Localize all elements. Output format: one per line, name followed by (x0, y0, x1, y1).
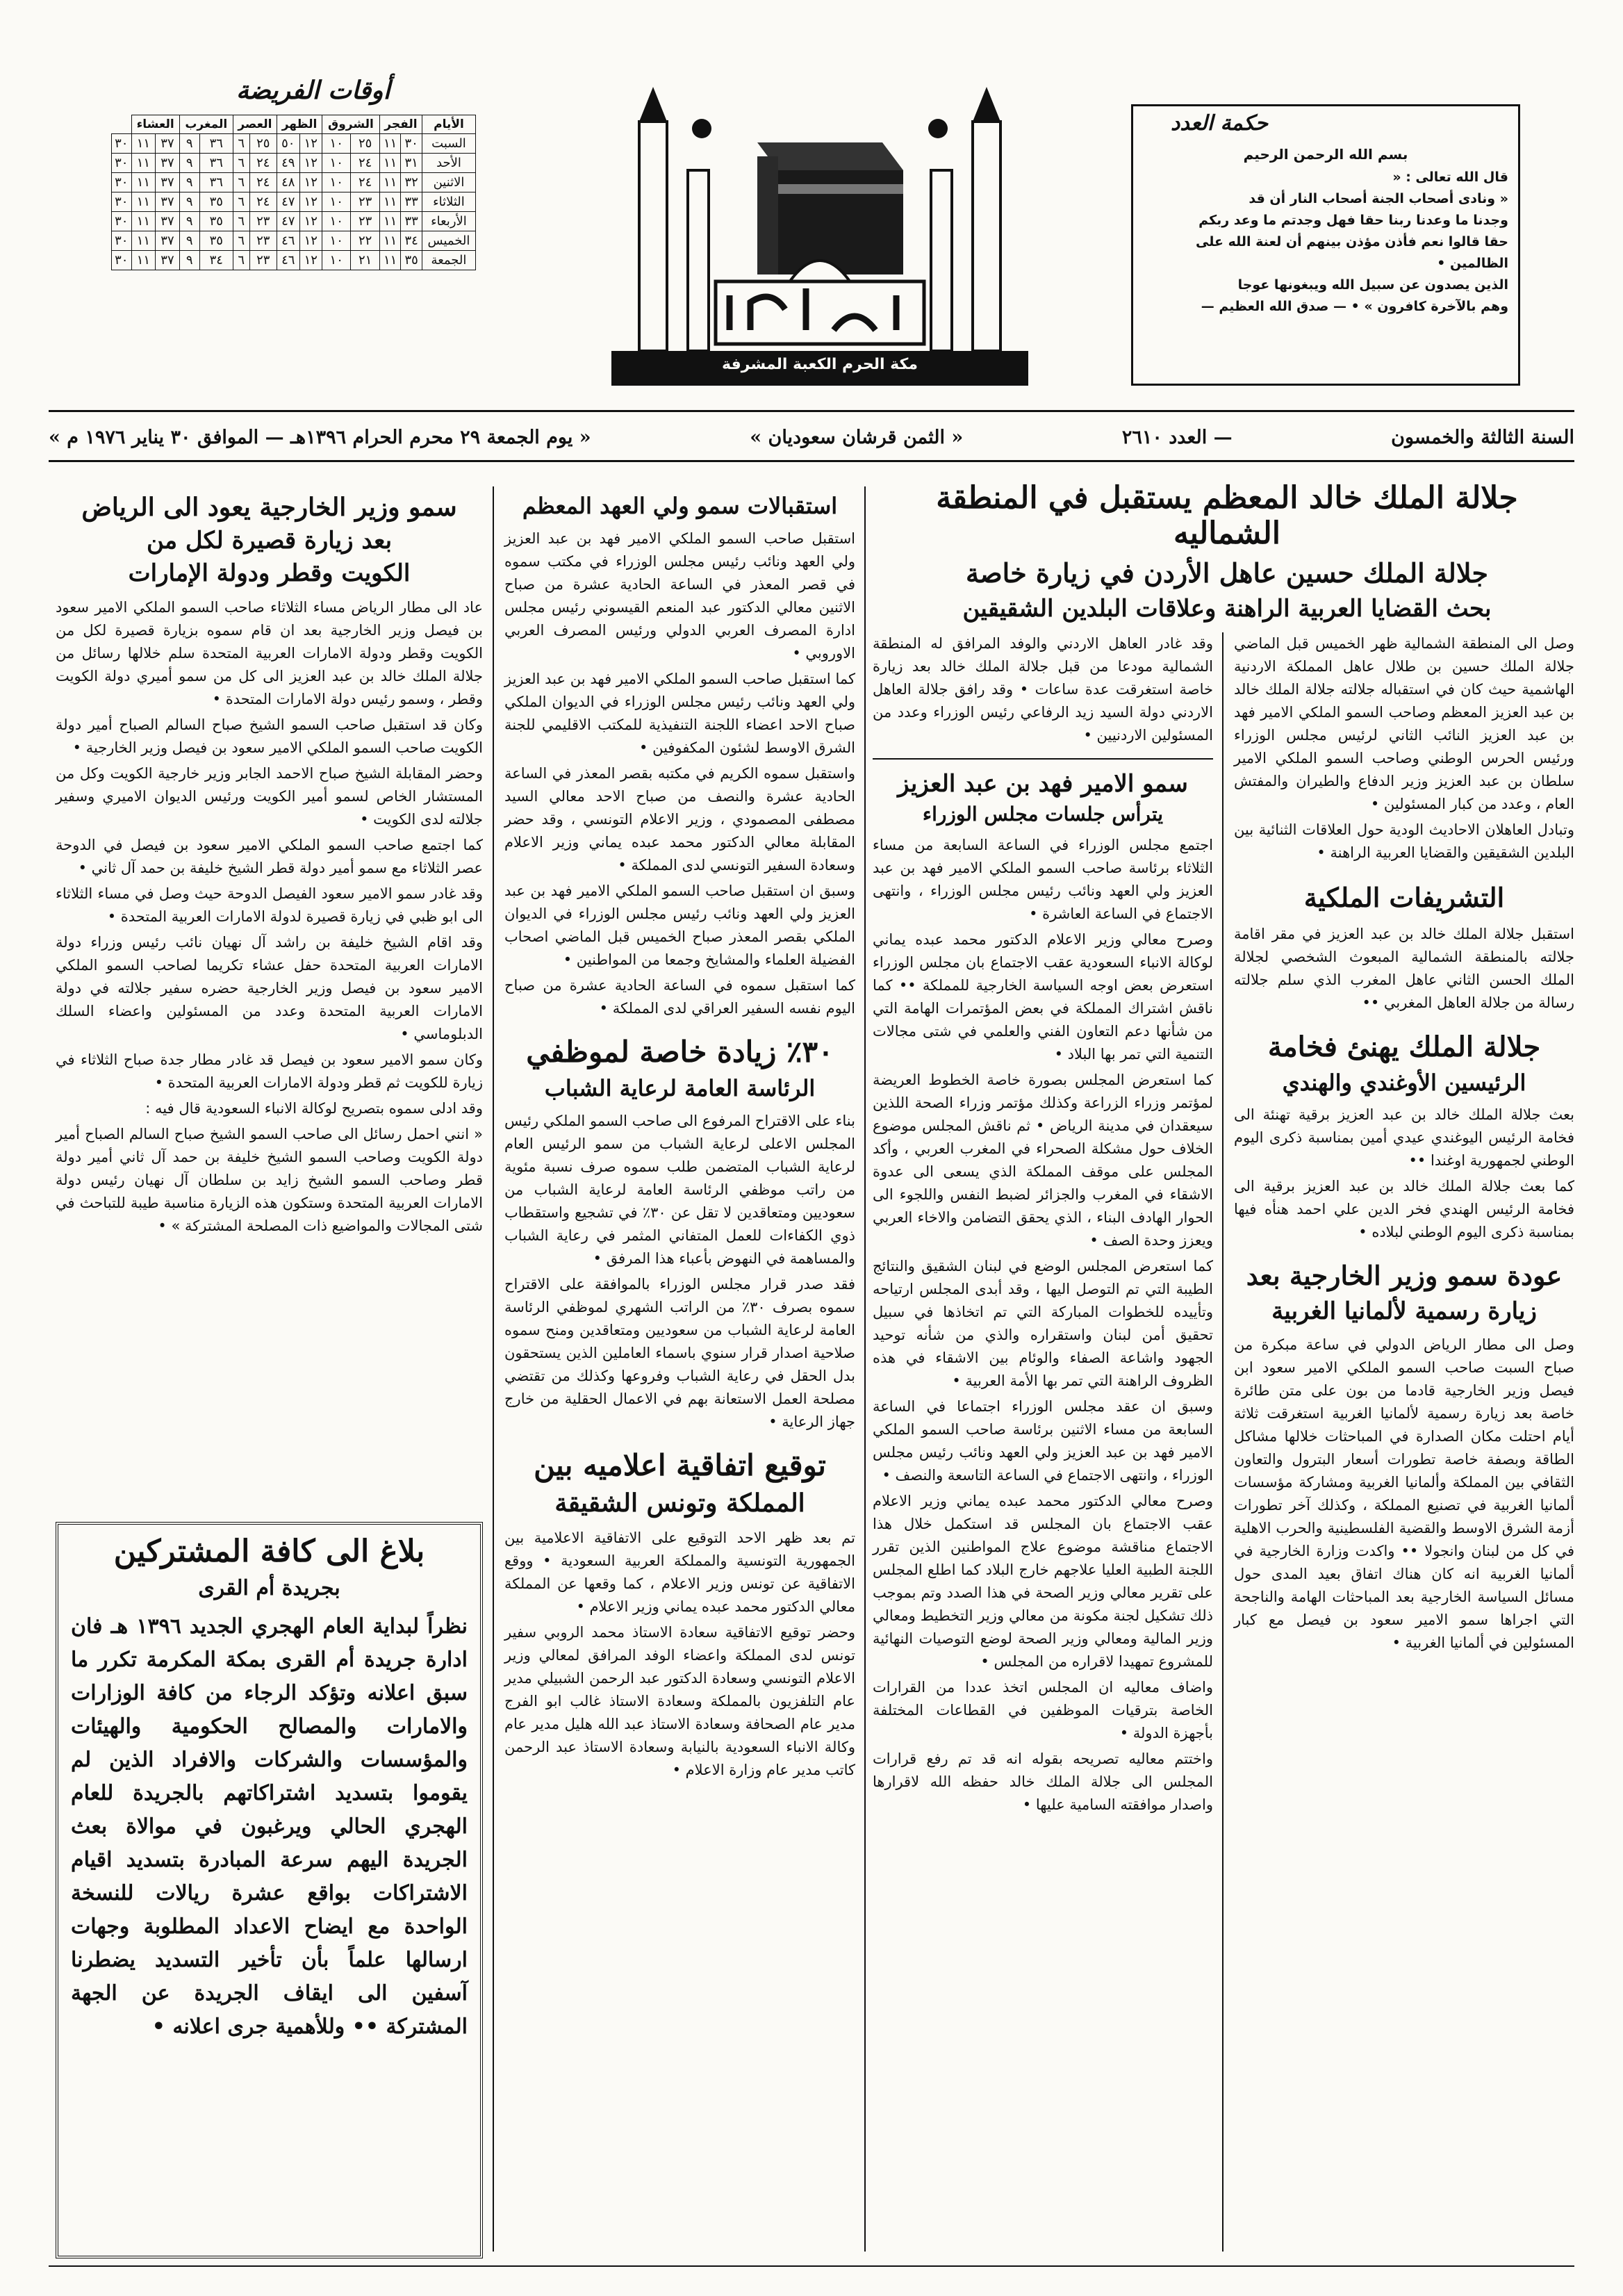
fahd-paragraph: كما استعرض المجلس الوضع في لبنان الشقيق والنتائج الطيبة التي تم التوصل اليها ، وقد أبدى المجلس ارتياحه وتأييده للخطوات المباركة التي تم اتخاذها في سبيل تحقيق أمن لبنان واستقراره والذي من شأنه توحيد الجهود واشاعة الصفاء والوئام بين الاشقاء في هذه الظروف الراهنة التي تمر بها الأمة العربية • (873, 1258, 1213, 1390)
prayer-time-cell: ٢٣ (249, 251, 277, 270)
prayer-time-cell: ١١ (379, 251, 401, 270)
prayer-header: الفجر (379, 115, 422, 134)
agreement-subheadline: المملكة وتونس الشقيقة (554, 1489, 805, 1518)
section-rule (873, 758, 1213, 760)
return-subheadline: زيارة رسمية لألمانيا الغربية (1271, 1297, 1537, 1326)
prayer-time-cell: ١١ (379, 231, 401, 251)
prayer-row (112, 212, 476, 231)
prayer-time-cell: ٣٦ (199, 134, 233, 154)
fahd-paragraph: وصرح معالي وزير الاعلام الدكتور محمد عبده يماني لوكالة الانباء السعودية عقب الاجتماع بان مجلس الوزراء استعرض بعض اوجه السياسة الخارجية للمملكة •• كما ناقش اشتراك المملكة في بعض المؤتمرات الهامة التي من شأنها دعم التعاون الفني والعلمي في شتى مجالات التنمية التي تمر بها البلاد • (873, 931, 1213, 1063)
prayer-time-cell: ٦ (233, 134, 249, 154)
prayer-time-cell: ٩ (179, 192, 199, 212)
wisdom-line: وجدنا ما وعدنا ربنا حقا فهل وجدتم ما وعد ربكم (1198, 212, 1508, 228)
prayer-time-cell: ٣٠ (112, 134, 132, 154)
wisdom-line: قال الله تعالى : « (1392, 169, 1508, 185)
prayer-time-cell: ٣٥ (199, 231, 233, 251)
prayer-time-cell: ١١ (131, 173, 156, 192)
prayer-time-cell: ٩ (179, 154, 199, 173)
prayer-time-cell: ٣٣ (401, 192, 422, 212)
prayer-time-cell: ١٢ (299, 192, 322, 212)
column-left (56, 486, 483, 1240)
prayer-time-cell: ٣٠ (112, 192, 132, 212)
prayer-time-cell: ١١ (379, 192, 401, 212)
prayer-day: الاثنين (422, 173, 475, 192)
wisdom-box (1131, 104, 1520, 386)
column-divider (493, 486, 494, 2252)
prayer-time-cell: ٣٦ (199, 173, 233, 192)
prayer-times-title: أوقات الفريضة (236, 76, 390, 105)
fahd-paragraph: كما استعرض المجلس بصورة خاصة الخطوط العريضة لمؤتمر وزراء الزراعة وكذلك مؤتمر وزراء الصحة اللذين سيعقدان في مدينة الرياض • ثم ناقش المجلس موضوع الخلاف حول مشكلة الصحراء في المغرب العربي ، وأكد المجلس على موقف المملكة الذي يسعى الى عدوة الاشقاء في المغرب والجزائر لضبط النفس واللجوء الى الحوار الهادف البناء ، الذي يحقق التضامن والاخاء العربي ويعزز وحدة الصف • (873, 1072, 1213, 1249)
prayer-time-cell: ٢١ (351, 251, 379, 270)
congrats-paragraph: كما بعث جلالة الملك خالد بن عبد العزيز برقية الى فخامة الرئيس الهندي فخر الدين علي احمد هنأه فيها بمناسبة ذكرى اليوم الوطني لبلاده • (1234, 1178, 1574, 1241)
prayer-time-cell: ٩ (179, 173, 199, 192)
prayer-time-cell: ١١ (131, 231, 156, 251)
prayer-header: المغرب (179, 115, 233, 134)
congrats-headline: جلالة الملك يهنئ فخامة (1267, 1030, 1541, 1063)
fahd-subheadline: يترأس جلسات مجلس الوزراء (922, 803, 1164, 826)
wisdom-line: « ونادى أصحاب الجنة أصحاب النار أن قد (1249, 190, 1508, 206)
raise-headline: ٣٠٪ زيادة خاصة لموظفي (526, 1034, 834, 1069)
raise-paragraph: بناء على الاقتراح المرفوع الى صاحب السمو الملكي رئيس المجلس الاعلى لرعاية الشباب من سمو الرئيس العام لرعاية الشباب المتضمن طلب سموه صرف نسبة مئوية من راتب موظفي الرئاسة العامة لرعاية الشباب من سعوديين ومتعاقدين لا تقل عن ٣٠٪ في تشجيع واستقطاب ذوي الكفاءات للعمل المتفاني المثمر في رعاية الشباب والمساهمة في النهوض بأعباء هذا المرفق • (504, 1112, 856, 1267)
fm-trip-paragraph: « انني احمل رسائل الى صاحب السمو الشيخ صباح السالم الصباح أمير دولة الكويت وصاحب السمو الشيخ خليفة بن حمد آل ثاني أمير دولة قطر وصاحب السمو الشيخ زايد بن سلطان آل نهيان رئيس دولة الامارات العربية المتحدة وستكون هذه الزيارة مناسبة طيبة للتباحث في شتى المجالات والمواضيع ذات المصلحة المشتركة » • (56, 1125, 483, 1234)
kaaba-logo-art (611, 80, 1028, 386)
prayer-time-cell: ٦ (233, 192, 249, 212)
prayer-time-cell: ٣٤ (401, 231, 422, 251)
lead-paragraph: وقد غادر العاهل الاردني والوفد المرافق له المنطقة الشمالية مودعا من قبل جلالة الملك خالد بعد زيارة خاصة استغرقت عدة ساعات • وقد رافق جلالة العاهل الاردني دولة السيد زيد الرفاعي رئيس الوزراء وعدد من المسئولين الاردنيين • (873, 635, 1213, 744)
receptions-paragraph: كما استقبل سموه في الساعة الحادية عشرة من صباح اليوم نفسه السفير العراقي لدى المملكة • (504, 976, 855, 1017)
prayer-time-cell: ١٠ (322, 231, 351, 251)
prayer-time-cell: ٢٣ (351, 212, 379, 231)
basmala: بسم الله الرحمن الرحيم (1243, 145, 1408, 163)
prayer-header: الظهر (277, 115, 322, 134)
receptions-paragraph: استقبل صاحب السمو الملكي الامير فهد بن عبد العزيز ولي العهد ونائب رئيس مجلس الوزراء في مكتب سموه في قصر المعذر في الساعة الحادية عشرة من صباح الاثنين معالي الدكتور عبد المنعم القيسوني رئيس مجلس ادارة المصرف العربي الدولي ورئيس المصرف العربي الاوروبي • (504, 530, 855, 662)
prayer-time-cell: ٢٤ (351, 173, 379, 192)
prayer-day: الخميس (422, 231, 475, 251)
column-divider (864, 486, 866, 2252)
prayer-time-cell: ٦ (233, 173, 249, 192)
prayer-time-cell: ٩ (179, 134, 199, 154)
prayer-time-cell: ١١ (131, 212, 156, 231)
fm-trip-subheadline: بعد زيارة قصيرة لكل من (146, 527, 393, 555)
prayer-time-cell: ١٢ (299, 212, 322, 231)
prayer-time-cell: ١١ (379, 212, 401, 231)
prayer-header: العصر (233, 115, 277, 134)
dateline-rule-bottom (49, 460, 1574, 462)
fahd-paragraph: وصرح معالي الدكتور محمد عبده يماني وزير الاعلام عقب الاجتماع بان المجلس قد استكمل خلال هذا الاجتماع مناقشة موضوع علاج المواطنين الذين تقرر اللجنة الطبية العليا علاجهم خارج البلاد كما اطلع المجلس على تقرير معالي وزير الصحة في هذا الصدد وتم بموجب ذلك تشكيل لجنة مكونة من معالي وزير التخطيط ومعالي وزير المالية ومعالي وزير الصحة لوضع التوصيات النهائية للمشروع تمهيدا لاقراره من المجلس • (873, 1493, 1213, 1671)
prayer-time-cell: ٩ (179, 231, 199, 251)
fahd-headline: سمو الامير فهد بن عبد العزيز (898, 770, 1188, 798)
prayer-time-cell: ٣٠ (112, 173, 132, 192)
prayer-day: السبت (422, 134, 475, 154)
prayer-time-cell: ٩ (179, 212, 199, 231)
page-bottom-rule (49, 2265, 1574, 2267)
prayer-row (112, 173, 476, 192)
lead-paragraph: وتبادل العاهلان الاحاديث الودية حول العلاقات الثنائية بين البلدين الشقيقين والقضايا العربية الراهنة • (1234, 821, 1574, 861)
prayer-header-row (112, 115, 476, 134)
prayer-time-cell: ٣٧ (156, 134, 180, 154)
fm-trip-paragraph: وكان قد استقبل صاحب السمو الشيخ صباح السالم الصباح أمير دولة الكويت صاحب السمو الملكي الامير سعود بن فيصل وزير الخارجية • (56, 716, 483, 756)
agreement-paragraph: وحضر توقيع الاتفاقية سعادة الاستاذ محمد الروبي سفير تونس لدى المملكة واعضاء الوفد المرافق لمعالي وزير الاعلام التونسي وسعادة الدكتور عبد الرحمن الشبيلي مدير عام التلفزيون بالمملكة وسعادة الاستاذ غالب ابو الفرج مدير عام الصحافة وسعادة الاستاذ عبد الله هليل مدير عام وكالة الانباء السعودية بالنيابة وسعادة الاستاذ عبد الرحمن كاتب مدير عام وزارة الاعلام • (504, 1623, 855, 1778)
prayer-day: الجمعة (422, 251, 475, 270)
prayer-time-cell: ٣٢ (401, 173, 422, 192)
prayer-time-cell: ٣٧ (156, 212, 180, 231)
prayer-day: الأحد (422, 154, 475, 173)
prayer-time-cell: ٣٠ (112, 154, 132, 173)
fm-trip-paragraph: عاد الى مطار الرياض مساء الثلاثاء صاحب السمو الملكي الامير سعود بن فيصل وزير الخارجية بعد ان قام سموه بزيارة قصيرة لكل من الكويت وقطر ودولة الامارات العربية المتحدة سلم خلالها رسائل من جلالة الملك خالد بن عبد العزيز الى كل من سمو أميري دولة الكويت وقطر ، وسمو رئيس دولة الامارات المتحدة • (56, 598, 483, 707)
fahd-paragraph: واختتم معاليه تصريحه بقوله انه قد تم رفع قرارات المجلس الى جلالة الملك خالد حفظه الله لاقرارها واصدار موافقته السامية عليها • (873, 1750, 1213, 1814)
column-divider (1222, 632, 1224, 2252)
prayer-time-cell: ١٢ (299, 154, 322, 173)
column-right (1234, 632, 1574, 1657)
wisdom-line: الذين يصدون عن سبيل الله ويبغونها عوجا (1237, 277, 1508, 293)
prayer-time-cell: ٤٨ (277, 173, 300, 192)
prayer-time-cell: ١٠ (322, 173, 351, 192)
congrats-paragraph: بعث جلالة الملك خالد بن عبد العزيز برقية تهنئة الى فخامة الرئيس اليوغندي عيدي أمين بمناسبة ذكرى اليوم الوطني لجمهورية اوغندا •• (1234, 1106, 1574, 1170)
column-right-middle (873, 632, 1213, 1819)
prayer-time-cell: ١٢ (299, 173, 322, 192)
column-middle (504, 486, 855, 1785)
prayer-time-cell: ١٢ (299, 251, 322, 270)
lead-subheadline-2: بحث القضايا العربية الراهنة وعلاقات البلدين الشقيقين (962, 594, 1492, 623)
prayer-time-cell: ٦ (233, 212, 249, 231)
prayer-day: الأربعاء (422, 212, 475, 231)
prayer-row (112, 231, 476, 251)
prayer-time-cell: ٣٦ (199, 154, 233, 173)
prayer-header: الأيام (422, 115, 475, 134)
prayer-time-cell: ١٠ (322, 192, 351, 212)
prayer-time-cell: ٣٧ (156, 231, 180, 251)
raise-subheadline: الرئاسة العامة لرعاية الشباب (544, 1075, 816, 1102)
prayer-time-cell: ١١ (379, 134, 401, 154)
notice-text: نظراً لبداية العام الهجري الجديد ١٣٩٦ هـ فان ادارة جريدة أم القرى بمكة المكرمة تكرر ما سبق اعلانه وتؤكد الرجاء من كافة الوزارات والامارات والمصالح الحكومية والهيئات والمؤسسات والشركات والافراد الذين لم يقوموا بتسديد اشتراكاتهم بالجريدة للعام الهجري الحالي ويرغبون في موالاة بعث الجريدة اليهم سرعة المبادرة بتسديد اقيام الاشتراكات بواقع عشرة ريالات للنسخة الواحدة مع ايضاح الاعداد المطلوبة وجهات ارسالها علماً بأن تأخير التسديد يضطرنا آسفين الى ايقاف الجريدة عن الجهة المشتركة •• وللأهمية جرى اعلانه • (71, 1614, 468, 2040)
prayer-time-cell: ٣٧ (156, 173, 180, 192)
wisdom-line: وهم بالآخرة كافرون » • — صدق الله العظيم — (1201, 298, 1508, 314)
fahd-paragraph: وسبق ان عقد مجلس الوزراء اجتماعا في الساعة السابعة من مساء الاثنين برئاسة صاحب السمو الملكي الامير فهد بن عبد العزيز ولي العهد ونائب رئيس مجلس الوزراء ، وانتهى الاجتماع في الساعة التاسعة والنصف • (873, 1398, 1213, 1484)
prayer-times-table (111, 115, 476, 270)
prayer-time-cell: ٢٢ (351, 231, 379, 251)
wisdom-title: حكمة العدد (1171, 111, 1269, 136)
prayer-time-cell: ٣٤ (199, 251, 233, 270)
prayer-time-cell: ٢٥ (351, 134, 379, 154)
prayer-time-cell: ٣٣ (401, 212, 422, 231)
prayer-time-cell: ٢٤ (249, 154, 277, 173)
prayer-time-cell: ٦ (233, 251, 249, 270)
prayer-time-cell: ١١ (131, 251, 156, 270)
fm-trip-paragraph: وقد غادر سمو الامير سعود الفيصل الدوحة حيث وصل في مساء الثلاثاء الى ابو ظبي في زيارة قصيرة لدولة الامارات العربية المتحدة • (56, 885, 483, 925)
fm-trip-paragraph: وقد ادلى سموه بتصريح لوكالة الانباء السعودية قال فيه : (145, 1099, 483, 1117)
fm-trip-paragraph: وكان سمو الامير سعود بن فيصل قد غادر مطار جدة صباح الثلاثاء في زيارة للكويت ثم قطر ودولة الامارات العربية المتحدة • (56, 1051, 483, 1091)
subscribers-notice-box (56, 1522, 483, 2258)
prayer-time-cell: ٢٣ (249, 212, 277, 231)
prayer-time-cell: ١١ (379, 173, 401, 192)
agreement-headline: توقيع اتفاقية اعلاميه بين (534, 1448, 826, 1482)
prayer-time-cell: ٦ (233, 154, 249, 173)
fahd-paragraph: اجتمع مجلس الوزراء في الساعة السابعة من مساء الثلاثاء برئاسة صاحب السمو الملكي الامير فهد بن عبد العزيز ولي العهد ونائب رئيس مجلس الوزراء ، وانتهى الاجتماع في الساعة العاشرة • (873, 837, 1213, 923)
dateline-issue: — العدد ٢٦١٠ (1121, 426, 1233, 448)
royal-court-headline: التشريفات الملكية (1303, 882, 1505, 913)
royal-court-text: استقبل جلالة الملك خالد بن عبد العزيز في مقر اقامة جلالته بالمنطقة الشمالية المبعوث الشخصي لجلالة الملك الحسن الثاني عاهل المغرب الذي سلم جلالته رسالة من جلالة العاهل المغربي •• (1234, 925, 1574, 1011)
prayer-time-cell: ٤٦ (277, 251, 300, 270)
prayer-time-cell: ٣٠ (401, 134, 422, 154)
raise-paragraph: فقد صدر قرار مجلس الوزراء بالموافقة على الاقتراح سموه بصرف ٣٠٪ من الراتب الشهري لموظفي الرئاسة العامة لرعاية الشباب من سعوديين ومتعاقدين ومنح سموه صلاحية اصدار قرار سنوي باسماء العاملين الذين يستحقون بدل الحقل في رعاية الشباب وفروعها وكذلك من تقتضي مصلحة العمل الاستعانة بهم في الاعمال الحقلية من خارج جهاز الرعاية • (504, 1275, 855, 1430)
prayer-row (112, 134, 476, 154)
receptions-paragraph: كما استقبل صاحب السمو الملكي الامير فهد بن عبد العزيز ولي العهد ونائب رئيس مجلس الوزراء في الديوان الملكي صباح الاحد اعضاء اللجنة التنفيذية للمكتب الاقليمي للجنة الشرق الاوسط لشئون المكفوفين • (504, 670, 855, 756)
lead-story (880, 473, 1574, 635)
dateline-price: « الثمن قرشان سعوديان » (750, 426, 964, 448)
receptions-headline: استقبالات سمو ولي العهد المعظم (522, 493, 838, 519)
prayer-time-cell: ١١ (131, 134, 156, 154)
fm-trip-subheadline-2: الكويت وقطر ودولة الإمارات (128, 559, 411, 588)
prayer-time-cell: ١١ (131, 154, 156, 173)
prayer-time-cell: ٦ (233, 231, 249, 251)
prayer-time-cell: ٣٧ (156, 251, 180, 270)
wisdom-line: الظالمين • (1437, 255, 1508, 271)
dateline (49, 416, 1574, 459)
prayer-time-cell: ٣٥ (199, 192, 233, 212)
prayer-time-cell: ٣١ (401, 154, 422, 173)
prayer-header: الشروق (322, 115, 380, 134)
prayer-day: الثلاثاء (422, 192, 475, 212)
prayer-time-cell: ١١ (131, 192, 156, 212)
masthead-logo (611, 80, 1028, 386)
prayer-time-cell: ٢٤ (249, 173, 277, 192)
prayer-time-cell: ٤٩ (277, 154, 300, 173)
lead-headline: جلالة الملك خالد المعظم يستقبل في المنطقة الشماليه (936, 480, 1518, 551)
fm-trip-paragraph: كما اجتمع صاحب السمو الملكي الامير سعود بن فيصل في الدوحة عصر الثلاثاء مع سمو أمير دولة قطر الشيخ خليفة بن حمد آل ثاني • (56, 836, 483, 876)
dateline-rule-top (49, 410, 1574, 412)
notice-subheadline: بجريدة أم القرى (198, 1575, 340, 1600)
notice-headline: بلاغ الى كافة المشتركين (113, 1534, 425, 1569)
return-text: وصل الى مطار الرياض الدولي في ساعة مبكرة من صباح السبت صاحب السمو الملكي الامير سعود ابن فيصل وزير الخارجية قادما من بون على متن طائرة خاصة بعد زيارة رسمية لألمانيا الغربية استغرقت ثلاثة أيام احتلت مكان الصدارة في المباحثات خلالها مشاكل الطاقة وبصفة خاصة تطورات أسعار البترول والتعاون الثقافي بين المملكة وألمانيا الغربية ومشاركة مؤسسات ألمانيا الغربية في تصنيع المملكة ، وكذلك آخر تطورات أزمة الشرق الاوسط والقضية الفلسطينية والحرب الاهلية في كل من لبنان وانجولا •• واكدت وزارة الخارجية في ألمانيا الغربية انه كان هناك اتفاق بعيد المدى حول مسائل السياسة الخارجية بعد المباحثات الهامة والناجحة التي اجراها سمو الامير سعود بن فيصل مع كبار المسئولين في ألمانيا الغربية • (1234, 1336, 1574, 1652)
prayer-time-cell: ١٠ (322, 212, 351, 231)
dateline-date: « يوم الجمعة ٢٩ محرم الحرام ١٣٩٦هـ — الموافق ٣٠ يناير ١٩٧٦ م » (49, 426, 591, 448)
prayer-time-cell: ١٠ (322, 154, 351, 173)
receptions-paragraph: واستقبل سموه الكريم في مكتبه بقصر المعذر في الساعة الحادية عشرة والنصف من صباح الاحد معالي السيد مصطفى المصمودي ، وزير الاعلام التونسي ، وقد حضر المقابلة معالي الدكتور محمد عبده يماني وزير الاعلام وسعادة السفير التونسي لدى المملكة • (504, 764, 855, 874)
prayer-time-cell: ٣٠ (112, 231, 132, 251)
masthead-tagline: مكة الحرم الكعبة المشرفة (722, 356, 918, 373)
prayer-time-cell: ٤٧ (277, 212, 300, 231)
prayer-time-cell: ٩ (179, 251, 199, 270)
prayer-time-cell: ٣٠ (112, 212, 132, 231)
dateline-year: السنة الثالثة والخمسون (1391, 426, 1574, 448)
prayer-times-box (111, 76, 476, 368)
prayer-time-cell: ١١ (379, 154, 401, 173)
prayer-time-cell: ٣٥ (401, 251, 422, 270)
prayer-time-cell: ١٠ (322, 251, 351, 270)
prayer-time-cell: ٤٧ (277, 192, 300, 212)
fm-trip-headline: سمو وزير الخارجية يعود الى الرياض (81, 493, 457, 522)
prayer-row (112, 192, 476, 212)
lead-paragraph: وصل الى المنطقة الشمالية ظهر الخميس قبل الماضي جلالة الملك حسين بن طلال عاهل المملكة الاردنية الهاشمية حيث كان في استقباله جلالته جلالة الملك خالد بن عبد العزيز المعظم وصاحب السمو الملكي الامير فهد بن عبد العزيز النائب الثاني لرئيس مجلس الوزراء ورئيس الحرس الوطني وصاحب السمو الملكي الامير سلطان بن عبد العزيز وزير الدفاع والطيران والمفتش العام ، وعدد من كبار المسئولين • (1234, 635, 1574, 812)
prayer-time-cell: ٤٦ (277, 231, 300, 251)
prayer-header: العشاء (131, 115, 179, 134)
prayer-time-cell: ٣٧ (156, 154, 180, 173)
receptions-paragraph: وسبق ان استقبل صاحب السمو الملكي الامير فهد بن عبد العزيز ولي العهد ونائب رئيس مجلس الوزراء في الديوان الملكي بقصر المعذر صباح الخميس قبل الماضي اصحاب الفضيلة العلماء والمشايخ وجمعا من المواطنين • (504, 882, 855, 968)
prayer-time-cell: ٢٣ (249, 231, 277, 251)
prayer-time-cell: ٣٧ (156, 192, 180, 212)
congrats-subheadline: الرئيسين الأوغندي والهندي (1282, 1069, 1526, 1096)
lead-subheadline: جلالة الملك حسين عاهل الأردن في زيارة خاصة (965, 557, 1488, 589)
prayer-time-cell: ٢٥ (249, 134, 277, 154)
fm-trip-paragraph: وحضر المقابلة الشيخ صباح الاحمد الجابر وزير خارجية الكويت وكل من المستشار الخاص لسمو أمير الكويت ورئيس الديوان الاميري وسفير جلالته لدى الكويت • (56, 764, 483, 828)
prayer-time-cell: ٢٤ (351, 154, 379, 173)
return-headline: عودة سمو وزير الخارجية بعد (1246, 1260, 1563, 1292)
agreement-paragraph: تم بعد ظهر الاحد التوقيع على الاتفاقية الاعلامية بين الجمهورية التونسية والمملكة العربية السعودية • ووقع الاتفاقية عن تونس وزير الاعلام ، كما وقعها عن المملكة معالي الدكتور محمد عبده يماني وزير الاعلام • (504, 1529, 855, 1615)
wisdom-line: حقا قالوا نعم فأذن مؤذن بينهم أن لعنة الله على (1196, 233, 1508, 249)
fm-trip-paragraph: وقد اقام الشيخ خليفة بن راشد آل نهيان نائب رئيس وزراء دولة الامارات العربية المتحدة حفل عشاء تكريما لصاحب السمو الملكي الامير سعود بن فيصل وزير الخارجية حضره سفير جلالته في دولة الامارات العربية المتحدة وعدد من المسئولين واعضاء السلك الدبلوماسي • (56, 933, 483, 1042)
fahd-paragraph: واضاف معاليه ان المجلس اتخذ عددا من القرارات الخاصة بترقيات الموظفين في القطاعات المختلفة بأجهزة الدولة • (873, 1679, 1213, 1742)
prayer-time-cell: ٥٠ (277, 134, 300, 154)
prayer-time-cell: ٣٠ (112, 251, 132, 270)
prayer-row (112, 154, 476, 173)
prayer-time-cell: ٢٣ (351, 192, 379, 212)
prayer-time-cell: ١٠ (322, 134, 351, 154)
prayer-time-cell: ١٢ (299, 231, 322, 251)
prayer-time-cell: ٣٥ (199, 212, 233, 231)
prayer-row (112, 251, 476, 270)
prayer-time-cell: ٢٤ (249, 192, 277, 212)
prayer-time-cell: ١٢ (299, 134, 322, 154)
wisdom-lines (1143, 167, 1508, 318)
